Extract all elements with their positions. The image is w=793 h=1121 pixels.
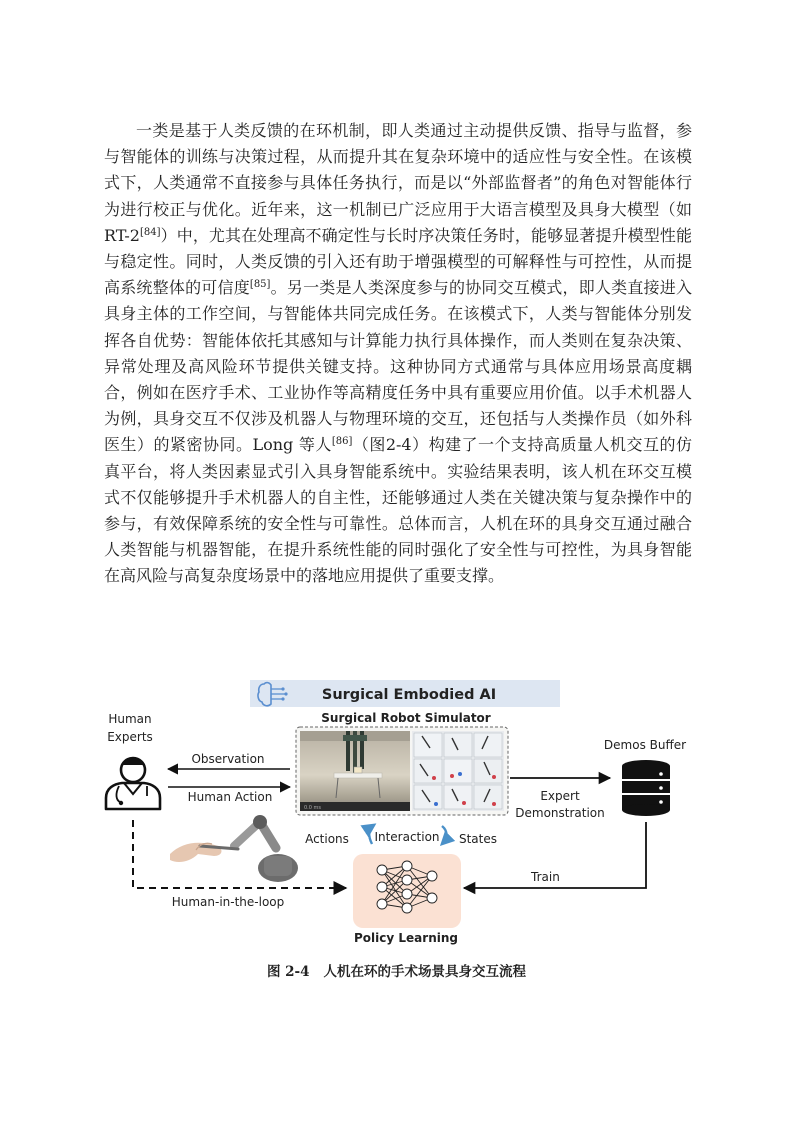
figure-2-4	[100, 676, 700, 946]
paragraph-text-3: 。另一类是人类深度参与的协同交互模式，即人类直接进入具身主体的工作空间，与智能体共同完成任务。在该模式下，人类与智能体分别发挥各自优势：智能体依托其感知与计算能力执行具体操作，而人类则在复杂决策、异常处理及高风险环节提供关键支持。这种协同方式通常与具体应用场景高度耦合，例如在医疗手术、工业协作等高精度任务中具有重要应用价值。以手术机器人为例，具身交互不仅涉及机器人与物理环境的交互，还包括与人类操作员（如外科医生）的紧密协同。Long 等人	[104, 278, 692, 455]
policy-learning-label: Policy Learning	[354, 931, 458, 945]
doctor-icon	[106, 758, 160, 809]
surgical-embodied-ai-diagram	[100, 676, 700, 946]
figure-title: 人机在环的手术场景具身交互流程	[323, 964, 527, 980]
human-in-the-loop-arrow	[133, 820, 346, 888]
citation-86: [86]	[331, 436, 353, 448]
citation-85: [85]	[249, 279, 271, 291]
figure-caption	[0, 960, 793, 980]
expert-label-line2: Demonstration	[515, 806, 605, 820]
banner-title: Surgical Embodied AI	[321, 687, 497, 703]
human-experts-label-line2: Experts	[107, 730, 153, 744]
haptic-device-hand-illustration	[170, 815, 298, 882]
figure-number: 图 2-4	[266, 964, 310, 980]
simulator-task-grid	[412, 731, 504, 811]
human-action-label: Human Action	[187, 790, 273, 804]
actions-label: Actions	[305, 832, 349, 846]
human-experts-label-line1: Human	[108, 712, 152, 726]
expert-label-line1: Expert	[540, 789, 580, 803]
paragraph-text-1: 一类是基于人类反馈的在环机制，即人类通过主动提供反馈、指导与监督，参与智能体的训练与决策过程，从而提升其在复杂环境中的适应性与安全性。在该模式下，人类通常不直接参与具体任务执行，而是以“外部监督者”的角色对智能体行为进行校正与优化。近年来，这一机制已广泛应用于大语言模型及具身大模型（如 RT-2	[104, 121, 692, 245]
paragraph-text-4: （图2-4）构建了一个支持高质量人机交互的仿真平台，将人类因素显式引入具身智能系统中。实验结果表明，该人机在环交互模式不仅能够提升手术机器人的自主性，还能够通过人类在关键决策与复杂操作中的参与，有效保障系统的安全性与可靠性。总体而言，人机在环的具身交互通过融合人类智能与机器智能，在提升系统性能的同时强化了安全性与可控性，为具身智能在高风险与高复杂度场景中的落地应用提供了重要支撑。	[104, 435, 692, 586]
interaction-label: Interaction	[374, 830, 440, 844]
database-icon	[622, 760, 670, 816]
states-label: States	[458, 832, 498, 846]
human-in-the-loop-label: Human-in-the-loop	[171, 895, 285, 909]
interaction-cycle-arrow-left	[369, 825, 374, 844]
demos-buffer-label: Demos Buffer	[603, 738, 687, 752]
paragraph-text-2: ）中，尤其在处理高不确定性与长时序决策任务时，能够显著提升模型性能与稳定性。同时，人类反馈的引入还有助于增强模型的可解释性与可控性，从而提高系统整体的可信度	[104, 225, 692, 298]
simulator-title: Surgical Robot Simulator	[321, 711, 491, 725]
simulator-hud-text: 0.0 ms	[304, 805, 322, 811]
train-label: Train	[531, 870, 560, 884]
interaction-cycle-arrow-right	[442, 826, 447, 844]
observation-label: Observation	[191, 752, 265, 766]
simulator-screenshot	[300, 731, 410, 811]
citation-84: [84]	[139, 226, 161, 238]
body-paragraph	[104, 118, 692, 590]
